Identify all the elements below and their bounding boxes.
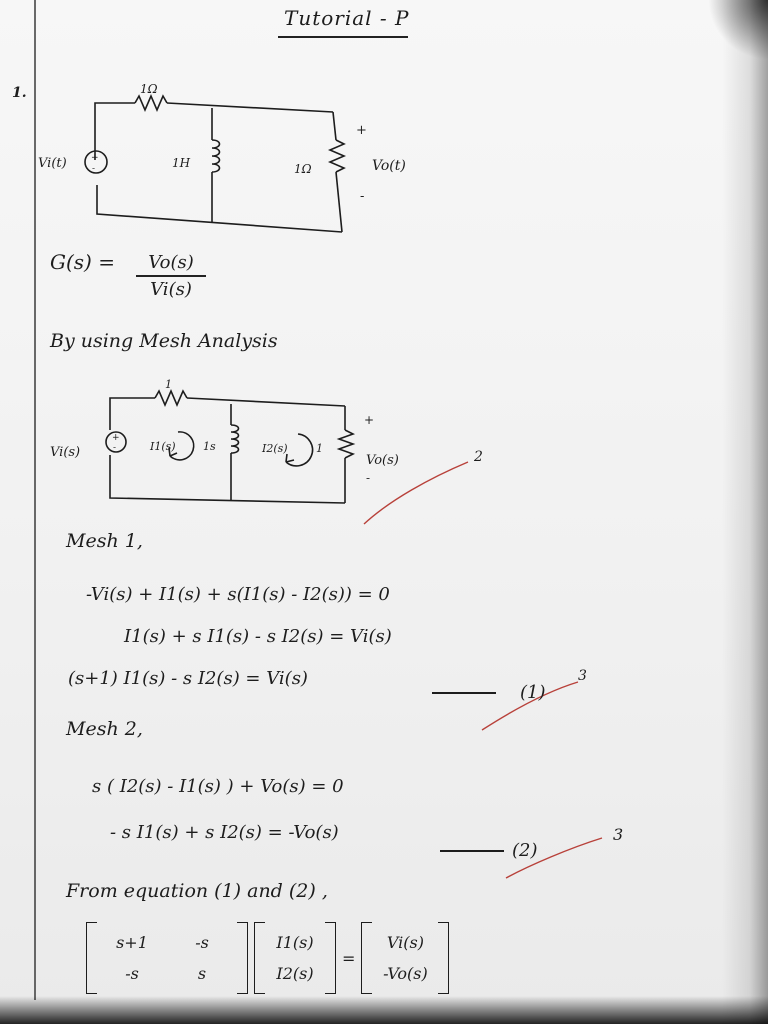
mesh-2-equation-2: - s I1(s) + s I2(s) = -Vo(s)	[110, 822, 339, 843]
series-resistor-label: 1	[165, 378, 172, 391]
svg-text:+: +	[112, 433, 120, 443]
transfer-numerator: Vo(s)	[148, 252, 194, 273]
output-plus: +	[356, 123, 367, 138]
svg-text:-: -	[92, 164, 96, 174]
bracket-right	[325, 922, 336, 994]
equals-sign: =	[342, 948, 356, 968]
matrix-cell: s	[197, 964, 207, 983]
bracket-right	[237, 922, 248, 994]
mesh-1-label: I1(s)	[150, 440, 176, 453]
mesh-2-heading: Mesh 2,	[66, 718, 143, 740]
matrix-cell: -s	[195, 933, 209, 952]
transfer-denominator: Vi(s)	[150, 278, 192, 300]
output-minus: -	[360, 189, 365, 204]
output-label: Vo(t)	[372, 158, 406, 174]
svg-text:-: -	[113, 443, 117, 453]
bracket-left	[86, 922, 97, 994]
mesh-1-equation-ref: (1)	[520, 682, 546, 703]
vector-cell: Vi(s)	[386, 933, 424, 952]
mesh-2-label: I2(s)	[262, 442, 288, 455]
source-label: Vi(s)	[50, 445, 81, 460]
vector-cell: I2(s)	[276, 964, 314, 983]
question-number: 1.	[12, 85, 27, 101]
mark-score-1: 2	[474, 449, 483, 465]
matrix-cell: -s	[125, 964, 139, 983]
mesh-1-equation-2: I1(s) + s I1(s) - s I2(s) = Vi(s)	[124, 626, 392, 647]
coefficient-matrix	[97, 927, 237, 989]
method-heading: By using Mesh Analysis	[50, 330, 278, 352]
current-vector	[265, 927, 325, 989]
mark-score-2: 3	[578, 668, 587, 684]
series-resistor-label: 1Ω	[140, 82, 158, 96]
matrix-cell: s+1	[116, 933, 148, 952]
photo-bottom-shadow	[0, 996, 768, 1024]
shunt-resistor-label: 1Ω	[294, 162, 312, 176]
combine-statement: From equation (1) and (2) ,	[66, 880, 328, 902]
mesh-1-heading: Mesh 1,	[66, 530, 143, 552]
voltage-vector	[372, 927, 438, 989]
mark-score-3: 3	[613, 825, 624, 844]
mesh-1-equation-3: (s+1) I1(s) - s I2(s) = Vi(s)	[68, 668, 308, 689]
mesh-1-equation-1: -Vi(s) + I1(s) + s(I1(s) - I2(s)) = 0	[86, 584, 390, 605]
bracket-right	[438, 922, 449, 994]
output-label: Vo(s)	[366, 453, 399, 468]
inductor-label: 1H	[172, 156, 191, 170]
mesh-2-equation-ref: (2)	[512, 840, 538, 861]
mesh-2-equation-1: s ( I2(s) - I1(s) ) + Vo(s) = 0	[92, 776, 344, 797]
equation-leader-line	[440, 850, 504, 852]
bracket-left	[254, 922, 265, 994]
inductor-label: 1s	[203, 440, 216, 453]
transfer-function-lhs: G(s) =	[50, 250, 115, 274]
page-title: Tutorial - P	[284, 6, 410, 30]
output-minus: -	[366, 471, 371, 485]
output-plus: +	[364, 413, 375, 427]
bracket-left	[361, 922, 372, 994]
vector-cell: -Vo(s)	[383, 964, 428, 983]
source-label: Vi(t)	[38, 156, 67, 171]
shunt-resistor-label: 1	[316, 442, 323, 455]
equation-leader-line	[432, 692, 496, 694]
matrix-equation	[86, 922, 449, 994]
vector-cell: I1(s)	[276, 933, 314, 952]
svg-text:+: +	[91, 153, 99, 163]
